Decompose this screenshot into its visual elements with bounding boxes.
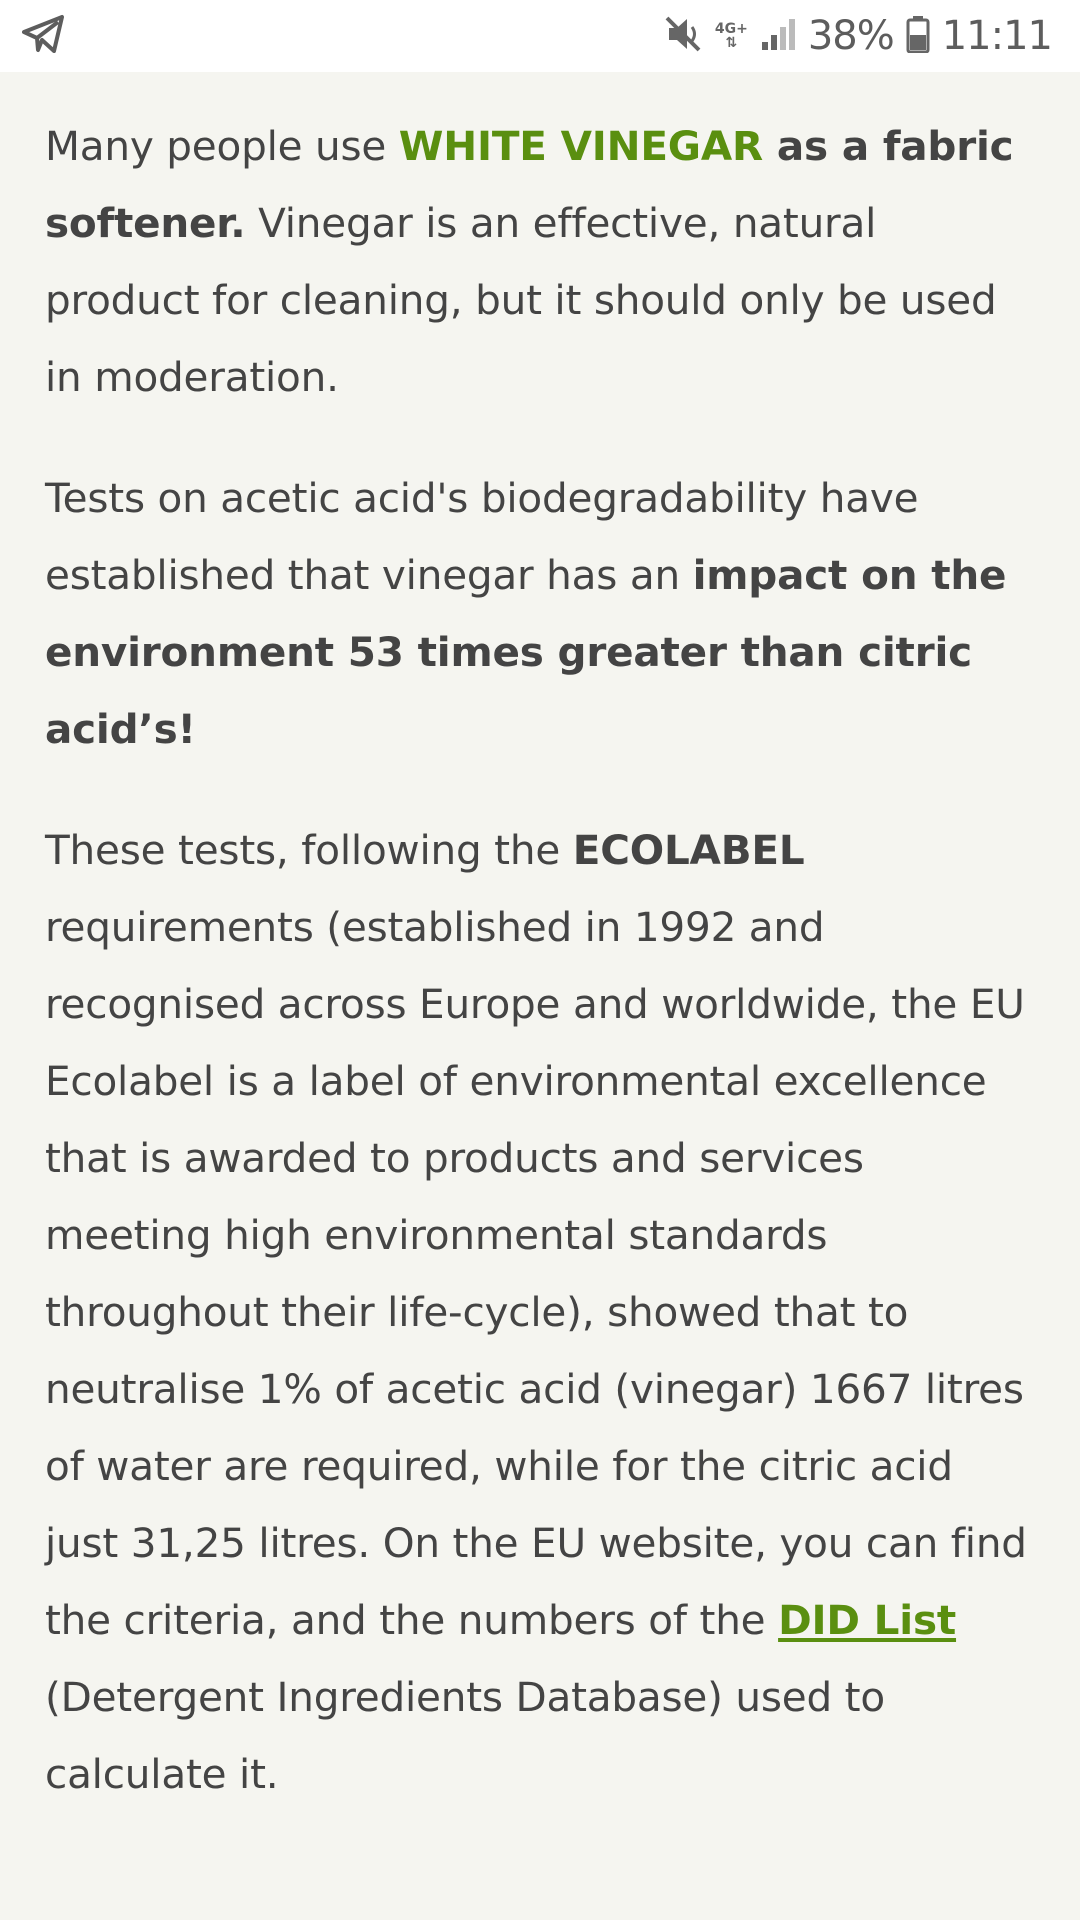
network-type [715,22,748,50]
data-arrows-icon: ⇅ [725,35,738,51]
network-type-label: 4G+ [714,21,748,37]
status-bar [0,0,1080,72]
ecolabel-bold: ECOLABEL [572,826,805,874]
clock: 11:11 [941,13,1052,59]
battery-percent: 38% [807,13,894,59]
bold-text: impact on the environment 53 times greater than citric acid’s! [45,551,1007,753]
text: Vinegar is an effective, natural product for cleaning, but it should only be used in moderation. [45,199,997,401]
text: Tests on acetic acid's biodegradability have established that vinegar has an [45,474,919,599]
paragraph-vinegar-intro [45,108,1036,416]
did-list-link[interactable]: DID List [778,1596,957,1644]
paragraph-biodegradability [45,460,1036,768]
text: Many people use [45,122,399,170]
text: (Detergent Ingredients Database) used to calculate it. [45,1673,885,1798]
telegram-send-icon [22,14,66,58]
bold-text: as a fabric softener. [45,122,1014,247]
status-left [22,14,66,58]
mute-icon [663,14,703,58]
text: requirements (established in 1992 and recognised across Europe and worldwide, the EU Ecolabel is a label of environmental excellence that is awarded to products and services meeting high environmental standards throughout their life-cycle), showed that to neutralise 1% of acetic acid (vinegar) 1667 litres of water are required, while for the citric acid just 31,25 litres. On the EU website, you can find the criteria, and the numbers of the [45,903,1027,1644]
paragraph-ecolabel [45,812,1036,1813]
signal-strength-icon [760,16,796,56]
white-vinegar-highlight: WHITE VINEGAR [398,122,763,170]
status-right [663,13,1052,59]
text: These tests, following the [45,826,573,874]
battery-icon [906,15,930,57]
article-body [0,72,1080,1857]
